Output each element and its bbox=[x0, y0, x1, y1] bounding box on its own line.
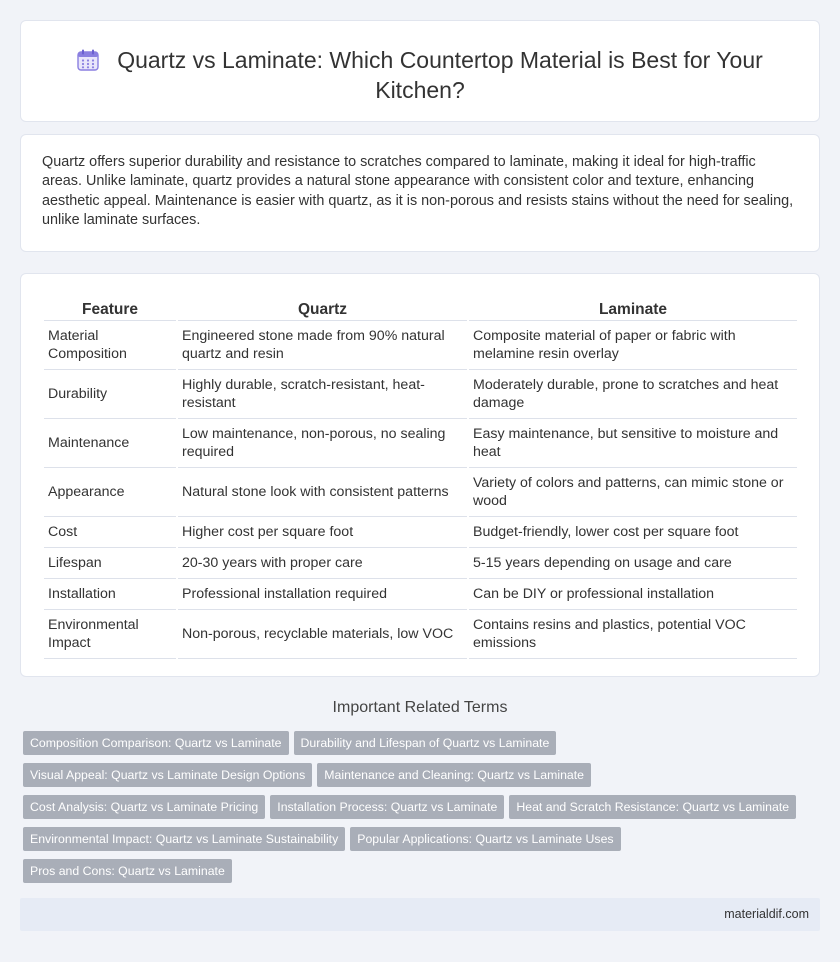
related-term-tag[interactable]: Cost Analysis: Quartz vs Laminate Pricing bbox=[23, 795, 265, 819]
table-row bbox=[44, 581, 797, 610]
related-terms-heading: Important Related Terms bbox=[332, 699, 508, 716]
tag-row bbox=[23, 763, 813, 795]
title-card bbox=[20, 20, 820, 122]
header-feature: Feature bbox=[44, 299, 176, 321]
table-row bbox=[44, 421, 797, 468]
laminate-cell: Variety of colors and patterns, can mimic stone or wood bbox=[469, 470, 797, 517]
quartz-cell: 20-30 years with proper care bbox=[178, 550, 467, 579]
table-row bbox=[44, 323, 797, 370]
related-term-tag[interactable]: Visual Appeal: Quartz vs Laminate Design Options bbox=[23, 763, 312, 787]
related-term-tag[interactable]: Heat and Scratch Resistance: Quartz vs Laminate bbox=[509, 795, 796, 819]
intro-paragraph: Quartz offers superior durability and resistance to scratches compared to laminate, making it ideal for high-traffic areas. Unlike laminate, quartz provides a natural stone appearance with consistent color and texture, enhancing aesthetic appeal. Maintenance is easier with quartz, as it is non-porous and resists stains without the need for sealing, unlike laminate surfaces. bbox=[42, 154, 794, 229]
laminate-cell: Easy maintenance, but sensitive to moisture and heat bbox=[469, 421, 797, 468]
quartz-cell: Higher cost per square foot bbox=[178, 519, 467, 548]
feature-cell: Appearance bbox=[44, 470, 176, 517]
calendar-grid-icon bbox=[77, 49, 99, 71]
related-term-tag[interactable]: Maintenance and Cleaning: Quartz vs Laminate bbox=[317, 763, 591, 787]
tag-row bbox=[23, 731, 813, 763]
comparison-card bbox=[20, 273, 820, 677]
header-laminate: Laminate bbox=[469, 299, 797, 321]
table-row bbox=[44, 612, 797, 659]
table-row bbox=[44, 550, 797, 579]
table-row bbox=[44, 470, 797, 517]
quartz-cell: Engineered stone made from 90% natural quartz and resin bbox=[178, 323, 467, 370]
feature-cell: Environmental Impact bbox=[44, 612, 176, 659]
feature-cell: Durability bbox=[44, 372, 176, 419]
laminate-cell: Budget-friendly, lower cost per square foot bbox=[469, 519, 797, 548]
related-term-tag[interactable]: Environmental Impact: Quartz vs Laminate Sustainability bbox=[23, 827, 345, 851]
quartz-cell: Highly durable, scratch-resistant, heat-resistant bbox=[178, 372, 467, 419]
feature-cell: Material Composition bbox=[44, 323, 176, 370]
related-term-tag[interactable]: Installation Process: Quartz vs Laminate bbox=[270, 795, 504, 819]
quartz-cell: Low maintenance, non-porous, no sealing required bbox=[178, 421, 467, 468]
feature-cell: Cost bbox=[44, 519, 176, 548]
quartz-cell: Natural stone look with consistent patterns bbox=[178, 470, 467, 517]
tag-row bbox=[23, 795, 813, 827]
related-terms-list bbox=[23, 731, 813, 891]
feature-cell: Maintenance bbox=[44, 421, 176, 468]
quartz-cell: Non-porous, recyclable materials, low VOC bbox=[178, 612, 467, 659]
laminate-cell: Contains resins and plastics, potential VOC emissions bbox=[469, 612, 797, 659]
page-title: Quartz vs Laminate: Which Countertop Material is Best for Your Kitchen? bbox=[117, 47, 763, 103]
comparison-table bbox=[42, 297, 799, 661]
feature-cell: Lifespan bbox=[44, 550, 176, 579]
footer-site-link[interactable]: materialdif.com bbox=[724, 907, 809, 921]
header-quartz: Quartz bbox=[178, 299, 467, 321]
laminate-cell: Composite material of paper or fabric with melamine resin overlay bbox=[469, 323, 797, 370]
feature-cell: Installation bbox=[44, 581, 176, 610]
tag-row bbox=[23, 827, 813, 859]
laminate-cell: 5-15 years depending on usage and care bbox=[469, 550, 797, 579]
intro-card bbox=[20, 134, 820, 252]
table-header-row bbox=[44, 299, 797, 321]
laminate-cell: Can be DIY or professional installation bbox=[469, 581, 797, 610]
footer-bar bbox=[20, 898, 820, 931]
related-term-tag[interactable]: Composition Comparison: Quartz vs Laminate bbox=[23, 731, 289, 755]
laminate-cell: Moderately durable, prone to scratches and heat damage bbox=[469, 372, 797, 419]
page-title-wrap bbox=[21, 45, 819, 105]
table-row bbox=[44, 519, 797, 548]
related-term-tag[interactable]: Durability and Lifespan of Quartz vs Laminate bbox=[294, 731, 557, 755]
related-term-tag[interactable]: Popular Applications: Quartz vs Laminate Uses bbox=[350, 827, 620, 851]
table-row bbox=[44, 372, 797, 419]
related-term-tag[interactable]: Pros and Cons: Quartz vs Laminate bbox=[23, 859, 232, 883]
tag-row bbox=[23, 859, 813, 891]
quartz-cell: Professional installation required bbox=[178, 581, 467, 610]
